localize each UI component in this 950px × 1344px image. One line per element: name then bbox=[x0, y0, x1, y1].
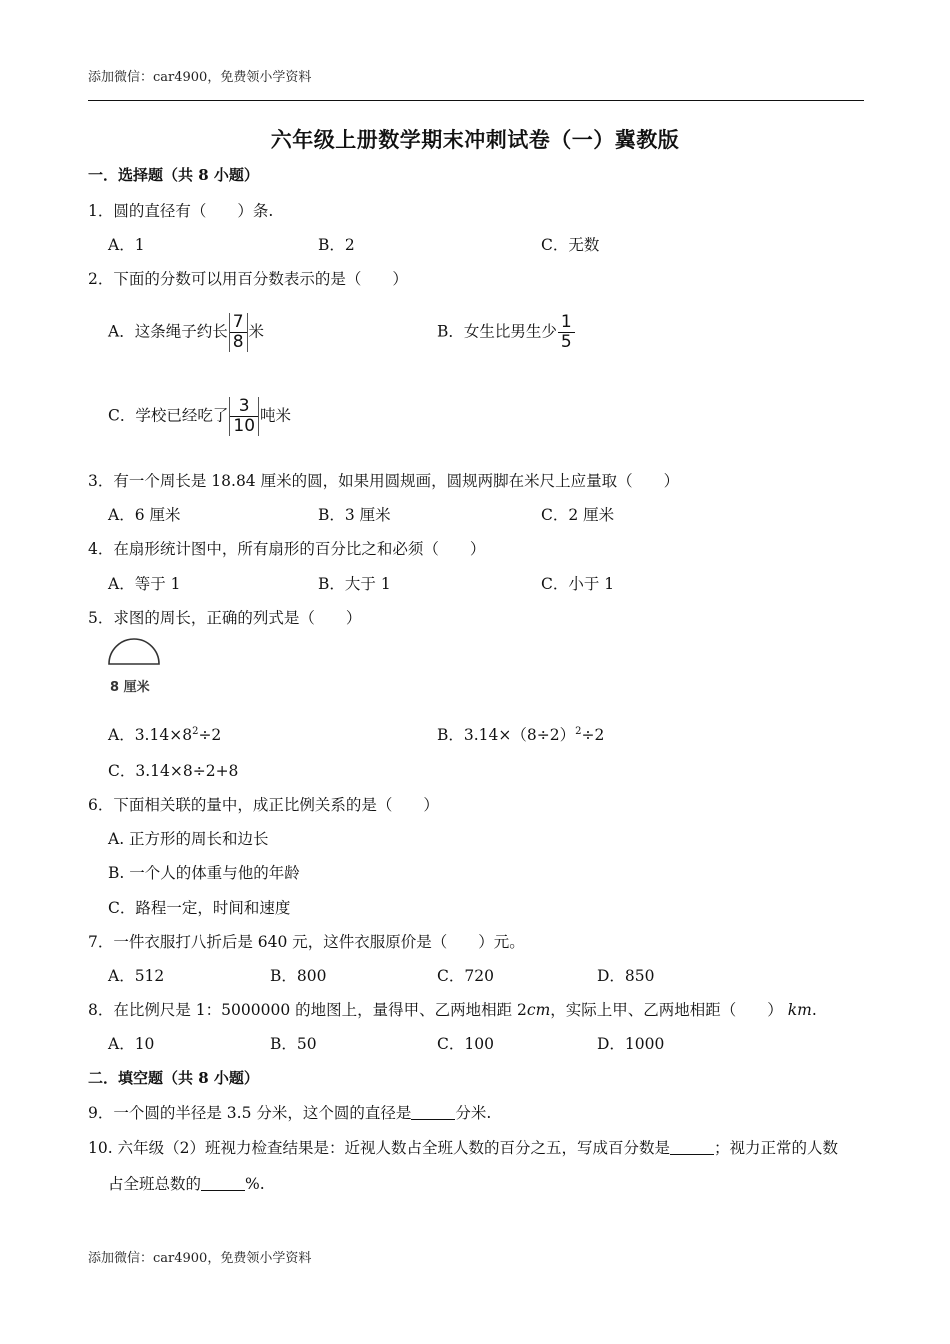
option-c-text: C．学校已经吃了 bbox=[108, 406, 229, 425]
fraction-numerator: 3 bbox=[230, 397, 258, 417]
question-1-option-c: C．无数 bbox=[541, 236, 600, 254]
question-3-stem: 3．有一个周长是 18.84 厘米的圆，如果用圆规画，圆规两脚在米尺上应量取（ ） bbox=[88, 472, 680, 490]
question-8-option-b: B．50 bbox=[270, 1035, 317, 1053]
q10-text-start: 10. 六年级（2）班视力检查结果是：近视人数占全班人数的百分之五，写成百分数是 bbox=[88, 1139, 670, 1157]
question-8-option-d: D．1000 bbox=[597, 1035, 665, 1053]
option-a-text: A．这条绳子约长 bbox=[108, 322, 228, 341]
option-a-exponent: 2 bbox=[192, 726, 199, 737]
option-b-text: B．女生比男生少 bbox=[437, 322, 557, 341]
question-6-stem: 6．下面相关联的量中，成正比例关系的是（ ） bbox=[88, 796, 439, 814]
q8-unit-km: km bbox=[787, 1001, 812, 1019]
fraction-numerator: 7 bbox=[230, 313, 247, 333]
question-5-option-a bbox=[108, 723, 221, 745]
q9-text-end: 分米. bbox=[455, 1104, 492, 1122]
option-a-unit: 米 bbox=[248, 322, 265, 341]
header-note: 添加微信：car4900，免费领小学资料 bbox=[88, 70, 312, 85]
question-7-option-d: D．850 bbox=[597, 967, 655, 985]
q10-text-middle: ；视力正常的人数 bbox=[713, 1139, 838, 1157]
question-2-option-a bbox=[108, 313, 264, 352]
question-10-line-2 bbox=[108, 1172, 265, 1194]
fraction-denominator: 10 bbox=[233, 416, 256, 436]
q9-text-start: 9．一个圆的半径是 3.5 分米，这个圆的直径是 bbox=[88, 1104, 412, 1122]
question-8-option-a: A．10 bbox=[108, 1035, 155, 1053]
question-8-option-c: C．100 bbox=[437, 1035, 494, 1053]
question-2-option-b bbox=[437, 313, 576, 352]
fraction-one-fifth bbox=[558, 313, 575, 352]
answer-blank[interactable] bbox=[201, 1176, 245, 1191]
fraction-denominator: 5 bbox=[560, 332, 572, 352]
option-b-exponent: 2 bbox=[575, 726, 582, 737]
question-6-option-c: C．路程一定，时间和速度 bbox=[108, 899, 291, 917]
q8-stem-start: 8．在比例尺是 1：5000000 的地图上，量得甲、乙两地相距 2 bbox=[88, 1001, 527, 1019]
question-1-option-b: B．2 bbox=[318, 236, 355, 254]
question-7-option-a: A．512 bbox=[108, 967, 165, 985]
question-8-stem bbox=[88, 998, 817, 1020]
question-1-option-a: A．1 bbox=[108, 236, 145, 254]
fraction-denominator: 8 bbox=[232, 332, 244, 352]
fraction-numerator: 1 bbox=[558, 313, 575, 333]
question-10-line-1 bbox=[88, 1136, 838, 1158]
option-a-tail: ÷2 bbox=[198, 726, 222, 744]
semicircle-figure bbox=[106, 636, 162, 668]
option-b-tail: ÷2 bbox=[581, 726, 605, 744]
q10-line2-end: %. bbox=[245, 1175, 265, 1193]
question-3-option-a: A．6 厘米 bbox=[108, 506, 181, 524]
question-1-stem: 1．圆的直径有（ ）条. bbox=[88, 202, 274, 220]
page-title: 六年级上册数学期末冲刺试卷（一）冀教版 bbox=[270, 127, 680, 152]
header-rule bbox=[88, 100, 864, 101]
question-2-option-c bbox=[108, 397, 291, 436]
question-5-stem: 5．求图的周长，正确的列式是（ ） bbox=[88, 609, 362, 627]
answer-blank[interactable] bbox=[670, 1140, 714, 1155]
answer-blank[interactable] bbox=[411, 1105, 455, 1120]
question-4-option-b: B．大于 1 bbox=[318, 575, 391, 593]
question-3-option-c: C．2 厘米 bbox=[541, 506, 615, 524]
question-5-option-b bbox=[437, 723, 604, 745]
q8-unit-cm: cm bbox=[526, 1001, 551, 1019]
footer-note: 添加微信：car4900，免费领小学资料 bbox=[88, 1251, 312, 1266]
question-4-option-a: A．等于 1 bbox=[108, 575, 181, 593]
question-7-stem: 7．一件衣服打八折后是 640 元，这件衣服原价是（ ）元。 bbox=[88, 933, 525, 951]
q8-stem-middle: ，实际上甲、乙两地相距（ ） bbox=[550, 1001, 783, 1019]
fraction-three-tenths bbox=[229, 397, 259, 436]
option-c-unit: 吨米 bbox=[260, 406, 292, 425]
question-6-option-b: B. 一个人的体重与他的年龄 bbox=[108, 864, 300, 882]
question-7-option-c: C．720 bbox=[437, 967, 494, 985]
section-heading-choice: 一．选择题（共 8 小题） bbox=[88, 166, 259, 184]
question-4-stem: 4．在扇形统计图中，所有扇形的百分比之和必须（ ） bbox=[88, 540, 486, 558]
question-6-option-a: A. 正方形的周长和边长 bbox=[108, 830, 269, 848]
question-3-option-b: B．3 厘米 bbox=[318, 506, 391, 524]
figure-diameter-label: 8 厘米 bbox=[110, 680, 150, 695]
question-5-option-c: C．3.14×8÷2+8 bbox=[108, 762, 239, 780]
question-4-option-c: C．小于 1 bbox=[541, 575, 615, 593]
question-7-option-b: B．800 bbox=[270, 967, 327, 985]
section-heading-fill: 二．填空题（共 8 小题） bbox=[88, 1069, 259, 1087]
option-a-base: A．3.14×8 bbox=[108, 726, 193, 744]
option-b-base: B．3.14×（8÷2） bbox=[437, 726, 576, 744]
question-2-stem: 2．下面的分数可以用百分数表示的是（ ） bbox=[88, 270, 408, 288]
q10-line2-start: 占全班总数的 bbox=[108, 1175, 202, 1193]
question-9 bbox=[88, 1101, 491, 1123]
fraction-seven-eighths bbox=[229, 313, 248, 352]
q8-stem-end: . bbox=[811, 1001, 817, 1019]
